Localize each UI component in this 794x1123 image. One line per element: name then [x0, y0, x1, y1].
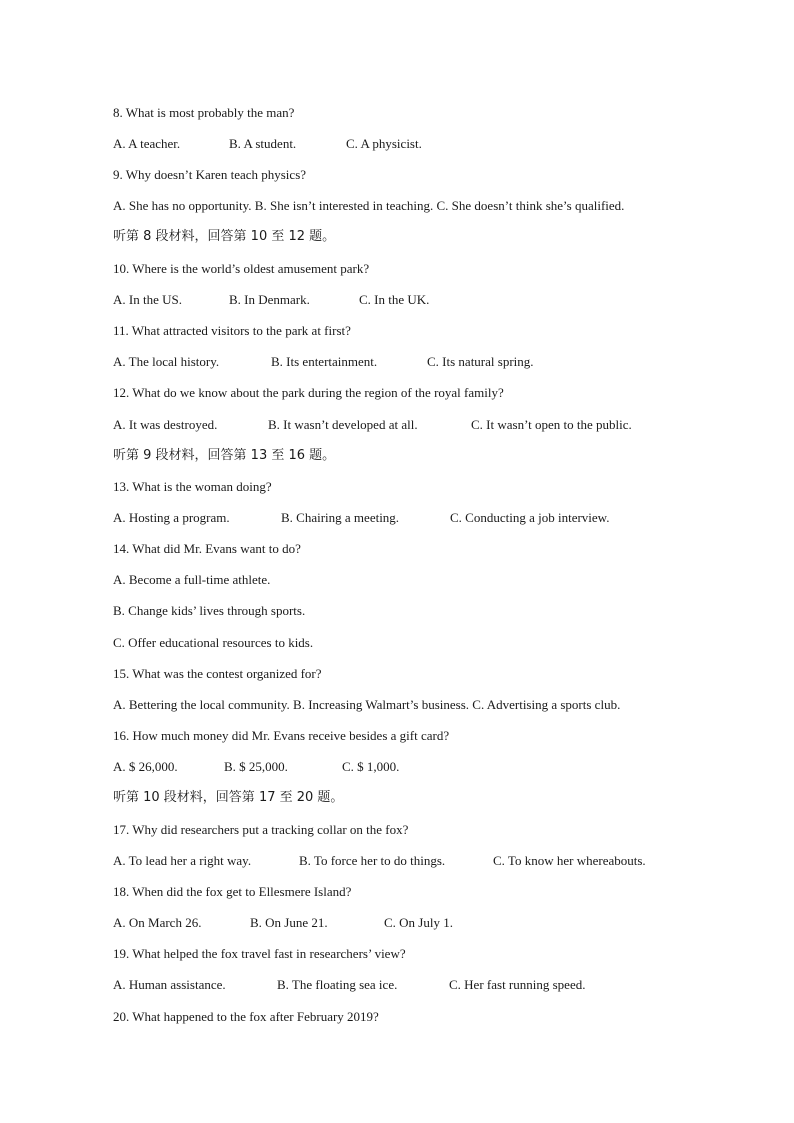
answer-option: B. In Denmark.	[229, 292, 310, 307]
answer-option: A. Bettering the local community. B. Increasing Walmart’s business. C. Advertising a sports club.	[113, 697, 621, 712]
answer-option: C. In the UK.	[359, 292, 430, 307]
answer-option: B. Change kids’ lives through sports.	[113, 603, 306, 618]
answer-option: C. On July 1.	[384, 915, 453, 930]
answer-option: C. Offer educational resources to kids.	[113, 635, 314, 650]
answer-option: A. To lead her a right way.	[113, 853, 252, 868]
answer-option: A. Human assistance.	[113, 977, 226, 992]
answer-option: A. On March 26.	[113, 915, 202, 930]
answer-option: C. A physicist.	[346, 136, 422, 151]
question-text: 10. Where is the world’s oldest amusement park?	[113, 261, 370, 276]
question-text: 19. What helped the fox travel fast in researchers’ view?	[113, 946, 406, 961]
section-instruction: 听第 9 段材料，回答第 13 至 16 题。	[113, 448, 336, 463]
question-text: 15. What was the contest organized for?	[113, 666, 322, 681]
question-text: 11. What attracted visitors to the park at first?	[113, 323, 351, 338]
answer-option: B. Chairing a meeting.	[281, 510, 400, 525]
section-instruction: 听第 8 段材料，回答第 10 至 12 题。	[113, 229, 336, 244]
question-text: 12. What do we know about the park during the region of the royal family?	[113, 385, 504, 400]
answer-option: C. Her fast running speed.	[449, 977, 586, 992]
answer-option: A. It was destroyed.	[113, 417, 218, 432]
question-text: 18. When did the fox get to Ellesmere Island?	[113, 884, 352, 899]
answer-option: B. A student.	[229, 136, 297, 151]
answer-option: A. A teacher.	[113, 136, 181, 151]
answer-option: C. Conducting a job interview.	[450, 510, 610, 525]
answer-option: B. It wasn’t developed at all.	[268, 417, 418, 432]
answer-option: B. To force her to do things.	[299, 853, 446, 868]
answer-option: A. Hosting a program.	[113, 510, 230, 525]
question-text: 16. How much money did Mr. Evans receive besides a gift card?	[113, 728, 450, 743]
answer-option: B. $ 25,000.	[224, 759, 288, 774]
answer-option: A. She has no opportunity. B. She isn’t interested in teaching. C. She doesn’t think she’s qualified.	[113, 198, 625, 213]
answer-option: C. Its natural spring.	[427, 354, 534, 369]
answer-option: A. The local history.	[113, 354, 220, 369]
answer-option: A. In the US.	[113, 292, 182, 307]
answer-option: B. The floating sea ice.	[277, 977, 398, 992]
answer-option: B. Its entertainment.	[271, 354, 378, 369]
answer-option: B. On June 21.	[250, 915, 328, 930]
question-text: 9. Why doesn’t Karen teach physics?	[113, 167, 307, 182]
answer-option: A. Become a full-time athlete.	[113, 572, 271, 587]
answer-option: A. $ 26,000.	[113, 759, 178, 774]
answer-option: C. $ 1,000.	[342, 759, 400, 774]
question-text: 8. What is most probably the man?	[113, 105, 295, 120]
answer-option: C. It wasn’t open to the public.	[471, 417, 632, 432]
question-text: 20. What happened to the fox after February 2019?	[113, 1009, 379, 1024]
question-text: 13. What is the woman doing?	[113, 479, 272, 494]
section-instruction: 听第 10 段材料，回答第 17 至 20 题。	[113, 790, 344, 805]
question-text: 14. What did Mr. Evans want to do?	[113, 541, 301, 556]
answer-option: C. To know her whereabouts.	[493, 853, 646, 868]
question-text: 17. Why did researchers put a tracking collar on the fox?	[113, 822, 409, 837]
